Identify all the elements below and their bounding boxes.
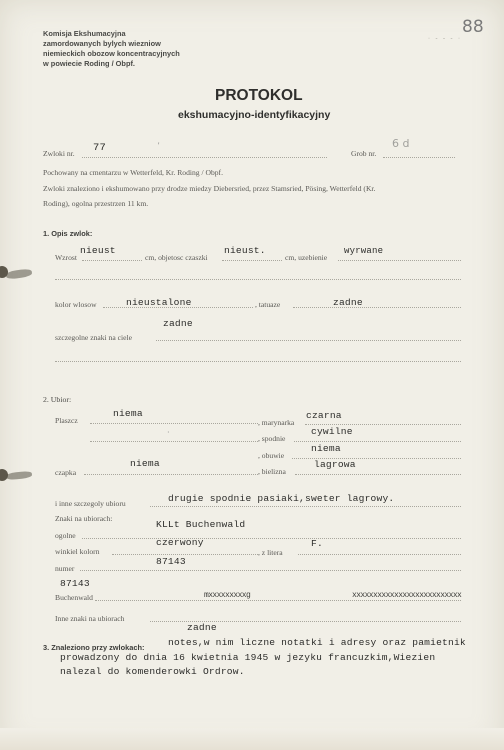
commission-line-3: niemieckich obozow koncentracyjnych [43, 49, 180, 58]
tattoo-label: , tatuaze [255, 300, 281, 309]
section-1-heading [43, 229, 92, 238]
hair-color-label: kolor wlosow [55, 300, 97, 309]
grave-number-line [383, 157, 455, 158]
pencil-marks: · - - - · [428, 36, 462, 42]
height-label: Wzrost [55, 253, 77, 262]
buchenwald-label: Buchenwald [55, 593, 93, 602]
underwear-value: lagrowa [314, 459, 356, 470]
other-marks-value: zadne [187, 622, 217, 633]
ink-smear-upper [6, 268, 33, 280]
intro-line-1: Pochowany na cmentarzu w Wetterfeld, Kr. Roding / Obpf. [43, 168, 223, 177]
corpse-number-line [82, 157, 327, 158]
coat-line [90, 423, 258, 424]
general-marks-line [82, 538, 461, 539]
general-marks-label: ogolne [55, 531, 76, 540]
other-marks-label: Inne znaki na ubiorach [55, 614, 125, 623]
letter-line [298, 554, 461, 555]
found-items-line-3: nalezal do komenderowki Ordrow. [60, 666, 245, 677]
tick-mark: ' [158, 141, 160, 150]
body-marks-label: szczegolne znaki na ciele [55, 333, 132, 342]
teeth-value: wyrwane [344, 246, 384, 256]
section-3-label-text: 3. Znaleziono przy zwlokach: [43, 643, 145, 652]
tattoo-line [293, 307, 461, 308]
teeth-line [338, 260, 461, 261]
height-value: nieust [80, 245, 116, 256]
intro-line-3: Roding), ogolna przestrzen 11 km. [43, 199, 149, 208]
trousers-value: cywilne [311, 426, 353, 437]
underwear-label: , bielizna [258, 467, 286, 476]
other-clothing-value: drugie spodnie pasiaki,sweter lagrowy. [168, 493, 395, 504]
other-clothing-label: i inne szczegoly ubioru [55, 499, 126, 508]
section-3-label [43, 643, 144, 652]
other-clothing-line [150, 506, 461, 507]
jacket-line [305, 424, 461, 425]
blank-line-2 [55, 361, 461, 362]
letter-value: F. [311, 538, 323, 549]
corpse-number-label: Zwloki nr. [43, 149, 75, 158]
angle-color-label: winkiel kolorn [55, 547, 100, 556]
skull-value: nieust. [224, 245, 266, 256]
coat-label: Plaszcz [55, 416, 78, 425]
ink-dot: · [167, 428, 170, 437]
coat-value: niema [113, 408, 143, 419]
section-2-heading-text: 2. Ubior: [43, 395, 72, 404]
document-title: PROTOKOL [215, 87, 303, 104]
ink-smear-lower [6, 471, 33, 481]
grave-number-value: 6 d [392, 137, 410, 150]
clothing-marks-heading: Znaki na ubiorach: [55, 514, 113, 523]
height-unit: cm, objetosc czaszki [145, 253, 208, 262]
found-items-line-1: notes,w nim liczne notatki i adresy oraz pamietnik [168, 637, 466, 648]
hair-color-line [103, 307, 253, 308]
commission-line-4: w powiecie Roding / Obpf. [43, 59, 135, 68]
coat-blank-line [90, 441, 258, 442]
trousers-label: , spodnie [258, 434, 286, 443]
body-marks-value: zadne [163, 318, 193, 329]
section-1-heading-text: 1. Opis zwlok: [43, 229, 93, 238]
commission-line-1: Komisja Ekshumacyjna [43, 29, 126, 38]
angle-color-line [112, 554, 258, 555]
tattoo-value: zadne [333, 297, 363, 308]
jacket-value: czarna [306, 410, 342, 421]
corpse-number-value: 77 [93, 142, 107, 154]
letter-label: , z litera [258, 548, 283, 557]
skull-line [222, 260, 282, 261]
trousers-line [294, 441, 461, 442]
angle-color-value: czerwony [156, 537, 204, 548]
jacket-label: , marynarka [258, 418, 295, 427]
found-items-line-2: prowadzony do dnia 16 kwietnia 1945 w jezyku francuzkim,Wiezien [60, 652, 436, 663]
blank-line-1 [55, 279, 461, 280]
skull-unit: cm, uzebienie [285, 253, 328, 262]
cap-label: czapka [55, 468, 77, 477]
commission-line-2: zamordowanych bylych wiezniow [43, 39, 161, 48]
underwear-line [295, 474, 461, 475]
grave-number-label: Grob nr. [351, 149, 377, 158]
shoes-value: niema [311, 443, 341, 454]
intro-line-2: Zwloki znaleziono i ekshumowano przy drodze miedzy Diebersried, przez Stamsried, Pösing, Wetterfeld (Kr. [43, 184, 376, 193]
height-line [82, 260, 142, 261]
cap-line [84, 474, 258, 475]
commission-header [43, 29, 180, 69]
page-number: 88 [462, 17, 484, 37]
struck-text-right: xxxxxxxxxxxxxxxxxxxxxxxxxx [352, 591, 462, 600]
paper-bottom-edge [0, 728, 504, 750]
cap-value: niema [130, 458, 160, 469]
number-value: 87143 [156, 556, 186, 567]
document-subtitle: ekshumacyjno-identyfikacyjny [178, 109, 331, 121]
struck-text-left: mxxxxxxxxxg [204, 591, 251, 600]
section-2-heading [43, 395, 71, 404]
shoes-label: , obuwie [258, 451, 285, 460]
buchenwald-number: 87143 [60, 578, 90, 589]
buchenwald-line [95, 600, 461, 601]
body-marks-line [156, 340, 461, 341]
general-marks-value: KLLt Buchenwald [156, 519, 246, 530]
hair-color-value: nieustalone [126, 297, 192, 308]
number-line [80, 570, 461, 571]
number-label: numer [55, 564, 75, 573]
